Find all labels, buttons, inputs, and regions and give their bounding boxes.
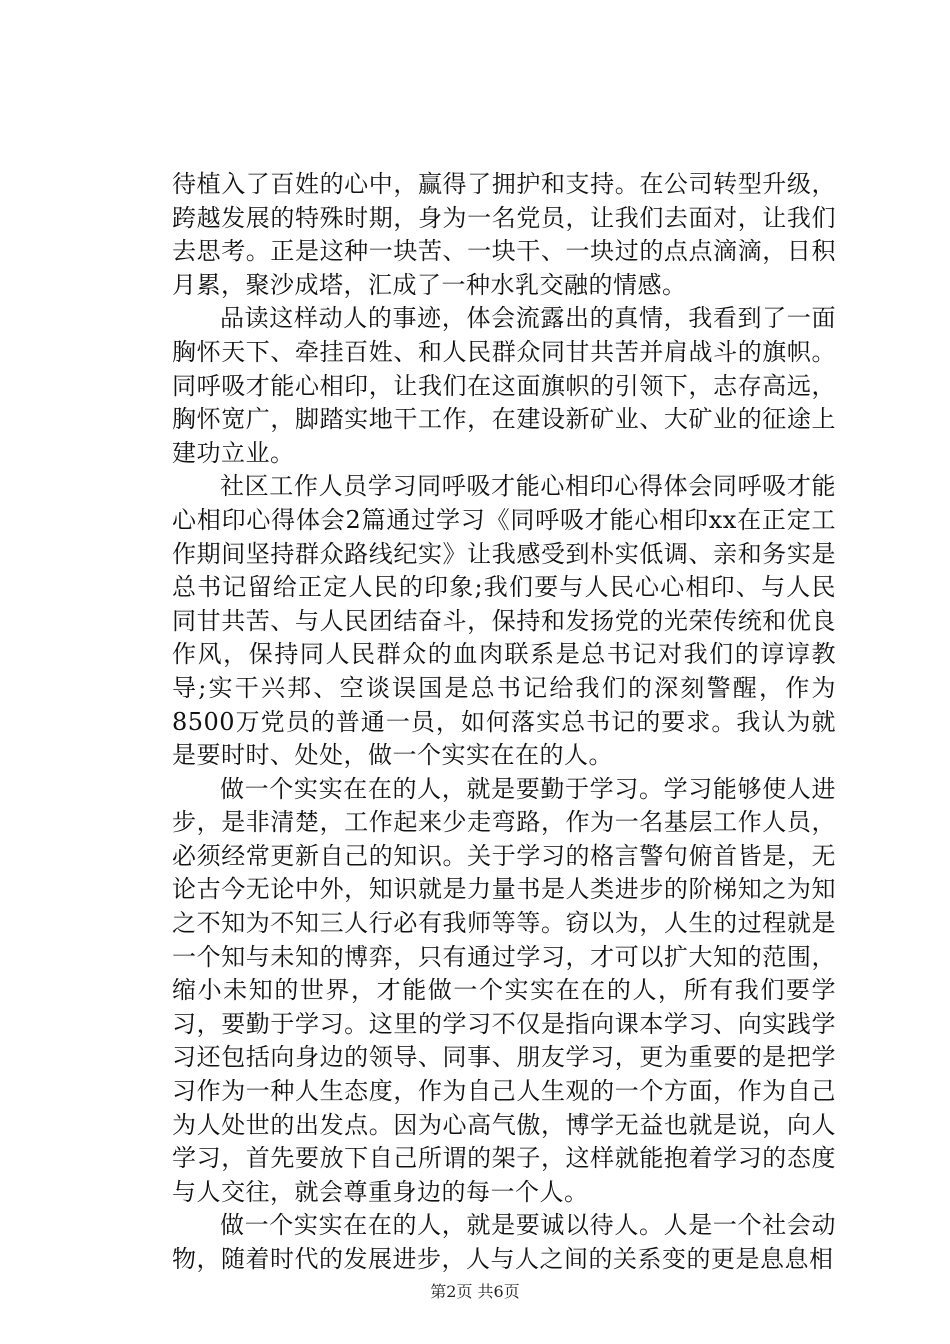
paragraph-continued: 待植入了百姓的心中，赢得了拥护和支持。在公司转型升级，跨越发展的特殊时期，身为一名党员，让我们去面对，让我们去思考。正是这种一块苦、一块干、一块过的点点滴滴，日积月累，聚沙成塔，汇成了一种水乳交融的情感。 bbox=[172, 170, 836, 299]
paragraph: 品读这样动人的事迹，体会流露出的真情，我看到了一面胸怀天下、牵挂百姓、和人民群众同甘共苦并肩战斗的旗帜。同呼吸才能心相印，让我们在这面旗帜的引领下，志存高远，胸怀宽广，脚踏实地干工作，在建设新矿业、大矿业的征途上建功立业。 bbox=[172, 304, 836, 467]
paragraph: 做一个实实在在的人，就是要勤于学习。学习能够使人进步，是非清楚，工作起来少走弯路，作为一名基层工作人员，必须经常更新自己的知识。关于学习的格言警句俯首皆是，无论古今无论中外，知识就是力量书是人类进步的阶梯知之为知之不知为不知三人行必有我师等等。窃以为，人生的过程就是一个知与未知的博弈，只有通过学习，才可以扩大知的范围，缩小未知的世界，才能做一个实实在在的人，所有我们要学习，要勤于学习。这里的学习不仅是指向课本学习、向实践学习还包括向身边的领导、同事、朋友学习，更为重要的是把学习作为一种人生态度，作为自己人生观的一个方面，作为自己为人处世的出发点。因为心高气傲，博学无益也就是说，向人学习，首先要放下自己所谓的架子，这样就能抱着学习的态度与人交往，就会尊重身边的每一个人。 bbox=[172, 774, 836, 1206]
paragraph: 社区工作人员学习同呼吸才能心相印心得体会同呼吸才能心相印心得体会2篇通过学习《同呼吸才能心相印xx在正定工作期间坚持群众路线纪实》让我感受到朴实低调、亲和务实是总书记留给正定人民的印象;我们要与人民心心相印、与人民同甘共苦、与人民团结奋斗，保持和发扬党的光荣传统和优良作风，保持同人民群众的血肉联系是总书记对我们的谆谆教导;实干兴邦、空谈误国是总书记给我们的深刻警醒，作为8500万党员的普通一员，如何落实总书记的要求。我认为就是要时时、处处，做一个实实在在的人。 bbox=[172, 472, 836, 770]
page-footer: 第2页 共6页 bbox=[430, 1282, 520, 1301]
paragraph: 做一个实实在在的人，就是要诚以待人。人是一个社会动物，随着时代的发展进步，人与人之间的关系变的更是息息相 bbox=[172, 1211, 836, 1273]
document-body bbox=[172, 168, 836, 1277]
